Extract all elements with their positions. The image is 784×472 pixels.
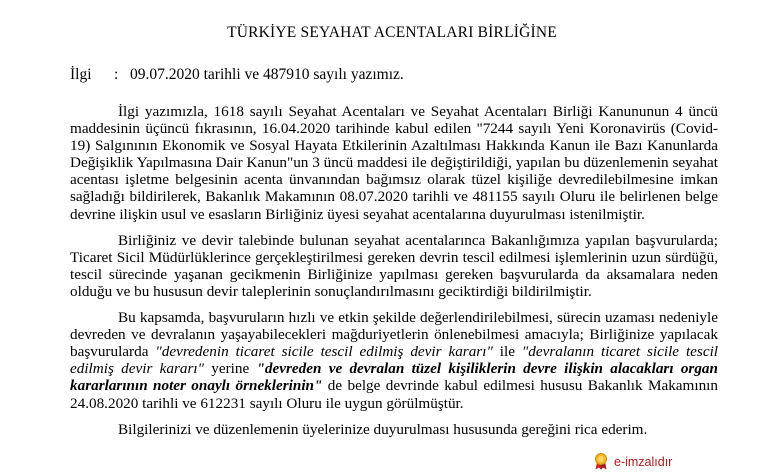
paragraph-4: Bilgilerinizi ve düzenlemenin üyelerinize duyurulması hususunda gereğini rica ederim. xyxy=(118,420,648,438)
paragraph-3-text-b: ile xyxy=(492,343,522,361)
e-signature-label: e-imzalıdır xyxy=(614,454,673,469)
reference-line xyxy=(70,66,404,84)
ribbon-seal-icon xyxy=(594,453,608,470)
paragraph-3 xyxy=(70,309,718,412)
reference-separator: : xyxy=(114,66,119,83)
paragraph-3-bold-italic: "devreden ve devralan tüzel kişiliklerin devre ilişkin alacakları organ kararlarının noter onaylı örneklerinin" xyxy=(70,360,718,395)
reference-text: 09.07.2020 tarihli ve 487910 sayılı yazımız. xyxy=(130,66,404,83)
paragraph-3-text-a: Bu kapsamda, başvuruların hızlı ve etkin şekilde değerlendirilebilmesi, sürecin uzaması nedeniyle devreden ve devralanın yaşayabilecekleri mağduriyetlerin önlenebilmesi amacıyla; Birliğinize yapılacak başvurularda xyxy=(70,309,718,361)
document-title: TÜRKİYE SEYAHAT ACENTALARI BİRLİĞİNE xyxy=(227,24,557,41)
paragraph-3-text-d: de belge devrinde kabul edilmesi hususu Bakanlık Makamının 24.08.2020 tarihli ve 612231 sayılı Oluru ile uygun görülmüştür. xyxy=(70,377,718,412)
letter-body xyxy=(70,103,718,447)
paragraph-3-text-c: yerine xyxy=(203,360,257,378)
paragraph-2: Birliğiniz ve devir talebinde bulunan seyahat acentalarınca Bakanlığımıza yapılan başvurularda; Ticaret Sicil Müdürlüklerince gerçekleştirilmesi gereken devrin tescil edilmesi işlemlerinin uzun sürdüğü, tescil sürecinde yaşanan gecikmenin Birliğinize yapılması gereken başvurularda da aksamalara neden olduğu ve bu hususun devir taleplerinin sonuçlandırılmasını geciktirdiği bildirilmiştir. xyxy=(70,231,718,300)
paragraph-3-italic-b: "devralanın ticaret sicile tescil edilmiş devir kararı" xyxy=(70,343,719,378)
paragraph-3-italic-a: "devredenin ticaret sicile tescil edilmiş devir kararı" xyxy=(155,343,493,361)
paragraph-1: İlgi yazımızla, 1618 sayılı Seyahat Acentaları ve Seyahat Acentaları Birliği Kanununun 4 üncü maddesinin üçüncü fıkrasının, 16.04.2020 tarihinde kabul edilen "7244 sayılı Yeni Koronavirüs (Covid-19) Salgınının Ekonomik ve Sosyal Hayata Etkilerinin Azaltılması Hakkında Kanun ile Bazı Kanunlarda Değişiklik Yapılmasına Dair Kanun"un 3 üncü maddesi ile değiştirildiği, yapılan bu düzenlemenin seyahat acentası işletme belgesinin acenta ünvanından bağımsız olarak tüzel kişiliğe devredilebilmesine imkan sağladığı bildirilerek, Bakanlık Makamının 08.07.2020 tarihli ve 481155 sayılı Oluru ile belirlenen belge devrine ilişkin usul ve esasların Birliğiniz üyesi seyahat acentalarına duyurulması istenilmiştir. xyxy=(70,103,718,223)
reference-label: İlgi xyxy=(70,66,92,83)
e-signature-stamp xyxy=(594,453,672,470)
